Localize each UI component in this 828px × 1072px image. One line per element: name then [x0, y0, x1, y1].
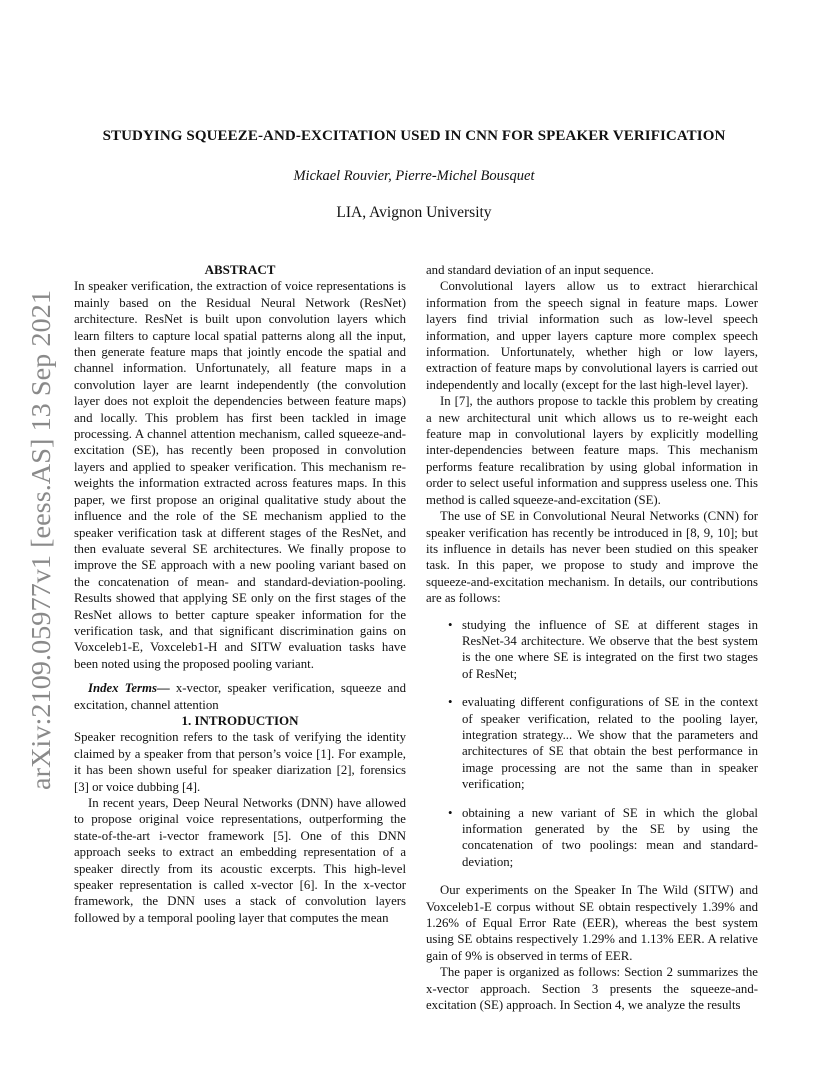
- intro-paragraph-2: In recent years, Deep Neural Networks (DNN) have allowed to propose original voice representations, outperforming the state-of-the-art i-vector framework [5]. One of this DNN approach seeks to extract an embedding representation of a speaker directly from its acoustic excerpts. This high-level speaker representation is called x-vector [6]. In the x-vector framework, the DNN uses a stack of convolution layers followed by a temporal pooling layer that computes the mean: [74, 796, 406, 925]
- arxiv-stamp: [18, 280, 62, 800]
- contributions-list: [426, 617, 758, 871]
- index-terms-label: Index Terms—: [88, 681, 170, 696]
- right-paragraph-2: In [7], the authors propose to tackle this problem by creating a new architectural unit which allows us to re-weight each feature map in convolutional layers by explicitly modelling inter-dependencies between feature maps. This mechanism performs feature recalibration by using global information in order to select useful information and suppress useless one. This method is called squeeze-and-excitation (SE).: [426, 394, 758, 507]
- contribution-item: • studying the influence of SE at different stages in ResNet-34 architecture. We observe that the best system is the one where SE is integrated on the first two stages of ResNet;: [448, 617, 758, 683]
- right-paragraph-1: Convolutional layers allow us to extract hierarchical information from the speech signal in feature maps. Lower layers find trivial information such as low-level speech information, and upper layers capture more complex speech information. Unfortunately, whether high or low layers, extraction of feature maps by convolutional layers is carried out independently and locally (except for the last high-level layer).: [426, 279, 758, 392]
- right-paragraph-0: and standard deviation of an input sequence.: [426, 263, 654, 277]
- right-column: [426, 262, 758, 1013]
- paper-title: STUDYING SQUEEZE-AND-EXCITATION USED IN CNN FOR SPEAKER VERIFICATION: [102, 128, 726, 144]
- right-paragraph-4: Our experiments on the Speaker In The Wild (SITW) and Voxceleb1-E corpus without SE obtain respectively 1.39% and 1.26% of Equal Error Rate (EER), whereas the best system using SE obtains respectively 1.29% and 1.13% EER. A relative gain of 9% is observed in terms of EER.: [426, 883, 758, 963]
- abstract-heading: ABSTRACT: [204, 262, 276, 277]
- intro-paragraph-1: Speaker recognition refers to the task of verifying the identity claimed by a speaker from that person’s voice [1]. For example, it has been shown useful for speaker diarization [2], forensics [3] or voice dubbing [4].: [74, 730, 406, 794]
- arxiv-stamp-text: arXiv:2109.05977v1 [eess.AS] 13 Sep 2021: [26, 313, 56, 790]
- paper-authors: Mickael Rouvier, Pierre-Michel Bousquet: [293, 168, 535, 184]
- left-column: [74, 262, 406, 926]
- intro-heading: 1. INTRODUCTION: [181, 712, 299, 728]
- abstract-text: In speaker verification, the extraction of voice representations is mainly based on the Residual Neural Network (ResNet) architecture. ResNet is built upon convolution layers which learn filters to capture local spatial patterns along all the input, then generate feature maps that jointly encode the spatial and channel information. Unfortunately, all feature maps in a convolution layer are learnt independently (the convolution layer does not exploit the dependencies between feature maps) and locally. This problem has first been tackled in image processing. A channel attention mechanism, called squeeze-and-excitation (SE), has recently been proposed in convolution layers and applied to speaker verification. This mechanism re-weights the information extracted across features maps. In this paper, we first propose an original qualitative study about the influence and the role of the SE mechanism applied to the speaker verification task at different stages of the ResNet, and then evaluate several SE architectures. We finally propose to improve the SE approach with a new pooling variant based on the concatenation of mean- and standard-deviation-pooling. Results showed that applying SE only on the first stages of the ResNet allows to better capture speaker information for the verification task, and that significant discrimination gains on Voxceleb1-E, Voxceleb1-H and SITW evaluation tasks have been noted using the proposed pooling variant.: [74, 279, 406, 671]
- index-terms-text: x-vector, speaker verification, squeeze and excitation, channel attention: [74, 681, 406, 712]
- contribution-item: • obtaining a new variant of SE in which the global information generated by the SE by using the concatenation of two poolings: mean and standard-deviation;: [448, 805, 758, 871]
- right-paragraph-3: The use of SE in Convolutional Neural Networks (CNN) for speaker verification has recently be introduced in [8, 9, 10]; but its influence in details has never been studied on this speaker task. In this paper, we propose to study and improve the squeeze-and-excitation mechanism. In details, our contributions are as follows:: [426, 509, 758, 606]
- index-terms: [74, 680, 406, 713]
- contribution-item: • evaluating different configurations of SE in the context of speaker verification, related to the pooling layer, integration strategy... We show that the parameters and architectures of SE that obtain the best performance in image processing are not the same than in speaker verification;: [448, 694, 758, 792]
- paper-affiliation: LIA, Avignon University: [336, 204, 492, 221]
- right-paragraph-5: The paper is organized as follows: Section 2 summarizes the x-vector approach. Section 3 presents the squeeze-and-excitation (SE) approach. In Section 4, we analyze the results: [426, 965, 758, 1013]
